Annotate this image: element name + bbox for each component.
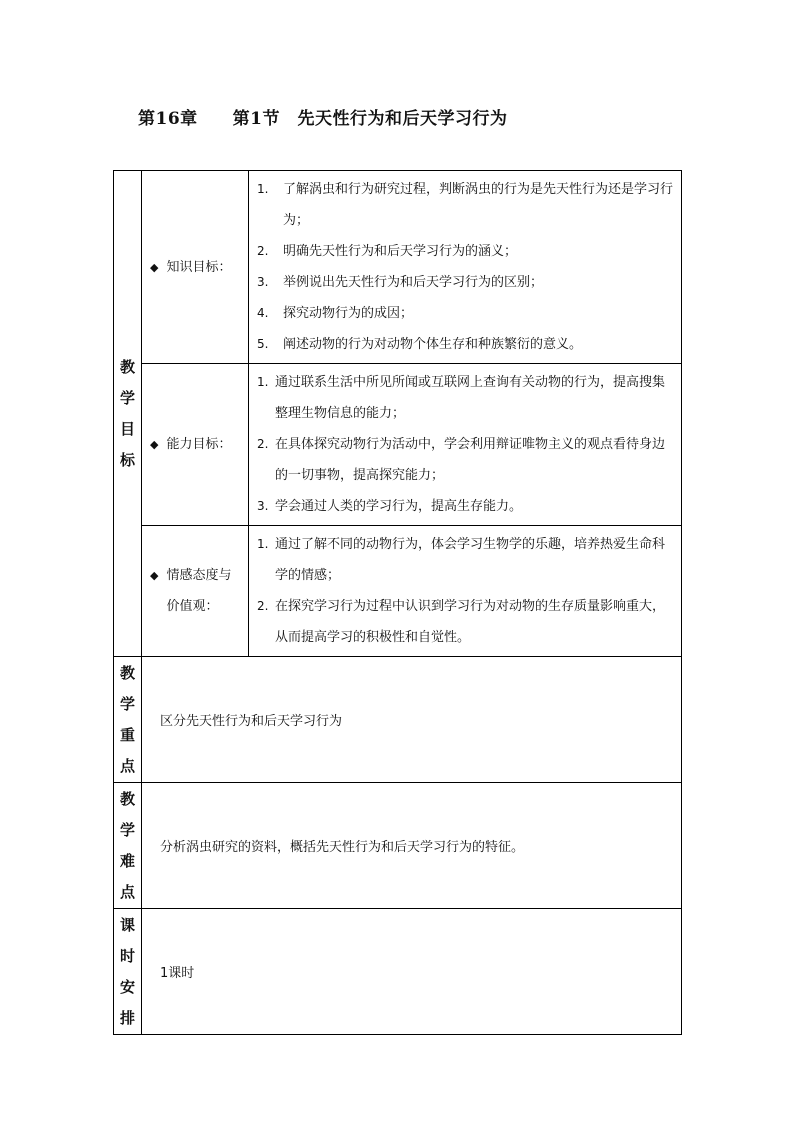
list-item [257, 236, 675, 267]
item-text: 在探究学习行为过程中认识到学习行为对动物的生存质量影响重大，从而提高学习的积极性和自觉性。 [275, 599, 666, 645]
emotion-label [166, 560, 231, 622]
list-item [257, 591, 675, 653]
item-text: 探究动物行为的成因； [283, 306, 414, 321]
diamond-bullet-icon: ◆ [150, 438, 159, 451]
header-char: 时 [119, 946, 135, 965]
item-number: 2. [257, 599, 269, 613]
item-number: 1. [257, 182, 269, 196]
list-item [257, 329, 675, 360]
emotion-label-cell [142, 526, 249, 657]
item-number: 5. [257, 337, 269, 351]
list-item [257, 367, 675, 429]
key-point-header [114, 657, 142, 783]
item-text: 阐述动物的行为对动物个体生存和种族繁衍的意义。 [283, 337, 583, 352]
page-title: 第16章 第1节 先天性行为和后天学习行为 [138, 109, 508, 129]
list-item [257, 174, 675, 236]
item-number: 1. [257, 537, 269, 551]
header-char: 目 [119, 419, 135, 438]
ability-items [249, 364, 682, 526]
item-number: 2. [257, 437, 269, 451]
header-char: 点 [119, 756, 135, 775]
header-char: 排 [119, 1008, 135, 1027]
schedule-row [114, 909, 682, 1035]
lesson-plan-table [113, 170, 682, 1035]
header-char: 点 [119, 882, 135, 901]
ability-label: 能力目标： [166, 437, 232, 452]
header-char: 课 [119, 915, 135, 934]
emotion-row [114, 526, 682, 657]
item-number: 1. [257, 375, 269, 389]
item-text: 学会通过人类的学习行为，提高生存能力。 [275, 499, 523, 514]
item-number: 3. [257, 275, 269, 289]
key-point-content: 区分先天性行为和后天学习行为 [142, 657, 682, 783]
item-number: 3. [257, 499, 269, 513]
difficulty-row [114, 783, 682, 909]
knowledge-row [114, 171, 682, 364]
item-text: 在具体探究动物行为活动中，学会利用辩证唯物主义的观点看待身边的一切事物，提高探究能力； [275, 437, 666, 483]
item-number: 4. [257, 306, 269, 320]
item-text: 举例说出先天性行为和后天学习行为的区别； [283, 275, 544, 290]
difficulty-header [114, 783, 142, 909]
schedule-header [114, 909, 142, 1035]
knowledge-label-cell [142, 171, 249, 364]
knowledge-label: 知识目标： [166, 259, 232, 275]
diamond-bullet-icon: ◆ [150, 569, 159, 582]
header-char: 难 [119, 851, 135, 870]
header-char: 学 [119, 694, 135, 713]
emotion-label-line2: 价值观： [166, 599, 219, 614]
emotion-label-line1: 情感态度与 [166, 568, 232, 583]
header-char: 学 [119, 388, 135, 407]
list-item [257, 298, 675, 329]
list-item [257, 429, 675, 491]
list-item [257, 491, 675, 522]
item-text: 了解涡虫和行为研究过程，判断涡虫的行为是先天性行为还是学习行为； [283, 182, 674, 228]
knowledge-items [249, 171, 682, 364]
schedule-content: 1课时 [142, 909, 682, 1035]
ability-row [114, 364, 682, 526]
objectives-header [114, 171, 142, 657]
header-char: 标 [119, 450, 135, 469]
header-char: 学 [119, 820, 135, 839]
header-char: 安 [119, 977, 135, 996]
list-item [257, 529, 675, 591]
header-char: 教 [119, 357, 135, 376]
header-char: 重 [119, 725, 135, 744]
item-text: 明确先天性行为和后天学习行为的涵义； [283, 244, 518, 259]
item-number: 2. [257, 244, 269, 258]
diamond-bullet-icon: ◆ [150, 260, 159, 274]
difficulty-content: 分析涡虫研究的资料，概括先天性行为和后天学习行为的特征。 [142, 783, 682, 909]
list-item [257, 267, 675, 298]
header-char: 教 [119, 663, 135, 682]
ability-label-cell [142, 364, 249, 526]
key-point-row [114, 657, 682, 783]
item-text: 通过联系生活中所见所闻或互联网上查询有关动物的行为，提高搜集整理生物信息的能力； [275, 375, 666, 421]
item-text: 通过了解不同的动物行为，体会学习生物学的乐趣，培养热爱生命科学的情感； [275, 537, 666, 583]
emotion-items [249, 526, 682, 657]
header-char: 教 [119, 789, 135, 808]
